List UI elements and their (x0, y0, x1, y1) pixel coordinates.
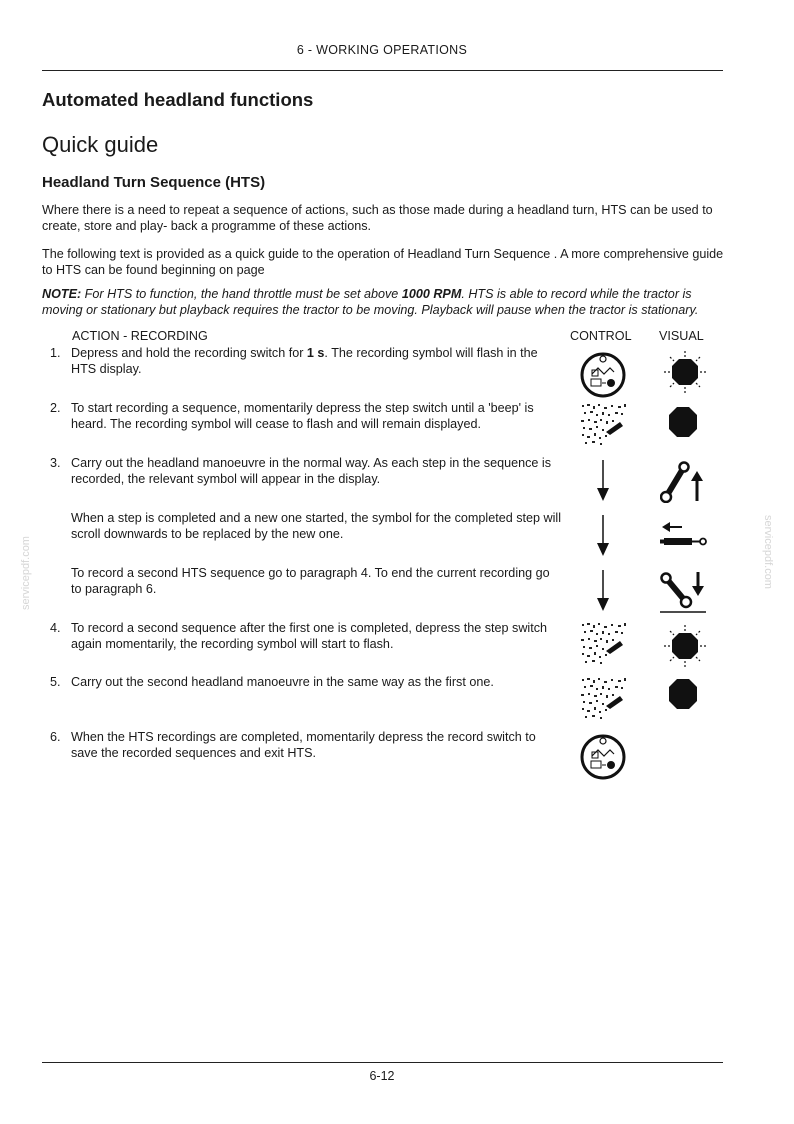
header-rule (42, 70, 723, 71)
running-header: 6 - WORKING OPERATIONS (296, 43, 468, 57)
column-heading-control: CONTROL (570, 329, 632, 343)
page-number: 6-12 (369, 1069, 395, 1083)
step-switch-icon (578, 676, 628, 720)
remote-valve-icon (658, 521, 708, 551)
hitch-raise-icon (660, 459, 710, 503)
watermark-left: servicepdf.com (20, 536, 32, 610)
step-number: 3. (50, 456, 61, 470)
down-arrow-icon (594, 570, 612, 612)
step-text: When a step is completed and a new one started, the symbol for the completed step will scroll downwards to be replaced by the new one. (71, 511, 562, 541)
step-text: Depress and hold the recording switch for 1 s. The recording symbol will flash in the HTS display. (71, 346, 538, 376)
step-text: To record a second HTS sequence go to paragraph 4. To end the current recording go to paragraph 6. (71, 566, 550, 596)
section-heading: Headland Turn Sequence (HTS) (42, 174, 266, 191)
note-paragraph (42, 287, 724, 318)
step-number: 1. (50, 346, 61, 360)
step-text: To start recording a sequence, momentarily depress the step switch until a 'beep' is heard. The recording symbol will cease to flash and will remain displayed. (71, 401, 534, 431)
recording-flashing-icon (663, 624, 707, 668)
intro-paragraph-1: Where there is a need to repeat a sequence of actions, such as those made during a headland turn, HTS can be used to create, store and play- back a programme of these actions. (42, 203, 713, 233)
down-arrow-icon (594, 460, 612, 502)
step-text: Carry out the headland manoeuvre in the normal way. As each step in the sequence is recorded, the relevant symbol will appear in the display. (71, 456, 552, 486)
watermark-right: servicepdf.com (762, 515, 774, 589)
step-text: When the HTS recordings are completed, momentarily depress the record switch to save the recorded sequences and exit HTS. (71, 730, 536, 760)
column-heading-visual: VISUAL (659, 329, 704, 343)
hitch-lower-icon (658, 570, 708, 614)
step-number: 4. (50, 621, 61, 635)
page-subtitle: Quick guide (42, 132, 159, 157)
step-switch-icon (578, 402, 628, 446)
note-text-2: . HTS is able to record while the tractor is moving or stationary but playback requires the tractor to be moving. Playback will pause when the tractor is stationary. (42, 287, 699, 317)
page-title: Automated headland functions (42, 89, 314, 110)
down-arrow-icon (594, 515, 612, 557)
record-switch-icon (578, 732, 628, 782)
note-text-1: For HTS to function, the hand throttle must be set above (81, 287, 402, 301)
step-text: To record a second sequence after the first one is completed, depress the step switch again momentarily, the recording symbol will start to flash. (71, 621, 548, 651)
step-number: 2. (50, 401, 61, 415)
recording-flashing-icon (663, 350, 707, 394)
column-heading-action: ACTION - RECORDING (72, 329, 208, 343)
record-switch-icon (578, 350, 628, 400)
note-rpm: 1000 RPM (401, 287, 462, 301)
recording-symbol-icon (666, 677, 700, 711)
step-number: 5. (50, 675, 61, 689)
note-label: NOTE: (42, 287, 82, 301)
step-switch-icon (578, 621, 628, 665)
step-duration: 1 s (306, 346, 325, 360)
footer-rule (42, 1062, 723, 1063)
step-number: 6. (50, 730, 61, 744)
intro-paragraph-2: The following text is provided as a quick guide to the operation of Headland Turn Sequence . A more comprehensive guide to HTS can be found beginning on page (42, 247, 724, 277)
recording-symbol-icon (666, 405, 700, 439)
step-text: Carry out the second headland manoeuvre in the same way as the first one. (71, 675, 494, 689)
